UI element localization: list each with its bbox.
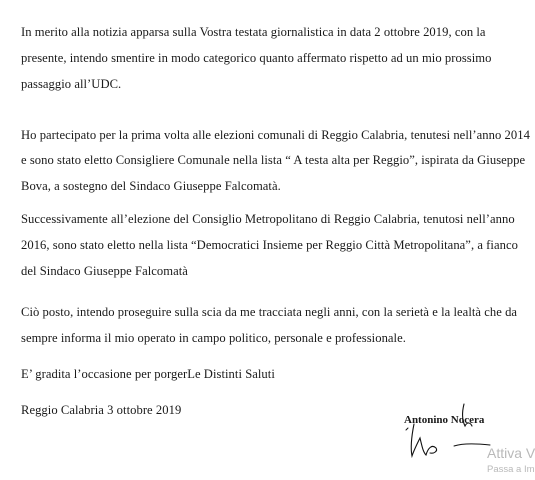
place-date-line: Reggio Calabria 3 ottobre 2019 <box>21 403 182 417</box>
p1-line-1: In merito alla notizia apparsa sulla Vostra testata giornalistica in data 2 ottobre 2019, con la <box>21 25 486 39</box>
p4-line-1: Ciò posto, intendo proseguire sulla scia da me tracciata negli anni, con la serietà e la lealtà che da <box>21 305 518 319</box>
p2-line-1: Ho partecipato per la prima volta alle elezioni comunali di Reggio Calabria, tenutesi nell’anno 2014 <box>21 128 530 142</box>
p2-line-2: e sono stato eletto Consigliere Comunale nella lista “ A testa alta per Reggio”, ispirata da Giuseppe <box>21 153 526 167</box>
closing-line: E’ gradita l’occasione per porgerLe Distinti Saluti <box>21 367 275 381</box>
p3-line-1: Successivamente all’elezione del Consiglio Metropolitano di Reggio Calabria, tenutosi nell’anno <box>21 212 515 226</box>
p4-line-2: sempre informa il mio operato in campo politico, personale e professionale. <box>21 331 406 345</box>
activation-watermark-title: Attiva V <box>487 445 535 461</box>
p3-line-3: del Sindaco Giuseppe Falcomatà <box>21 264 188 278</box>
activation-watermark-subtitle: Passa a Im <box>487 464 535 475</box>
p1-line-3: passaggio all’UDC. <box>21 77 122 91</box>
handwritten-signature <box>392 398 502 468</box>
p2-line-3: Bova, a sostegno del Sindaco Giuseppe Falcomatà. <box>21 179 281 193</box>
p3-line-2: 2016, sono stato eletto nella lista “Democratici Insieme per Reggio Città Metropolitana”, a fianco <box>21 238 518 252</box>
p1-line-2: presente, intendo smentire in modo categorico quanto affermato rispetto ad un mio prossimo <box>21 51 492 65</box>
signature-name: Antonino Nocera <box>404 414 485 426</box>
